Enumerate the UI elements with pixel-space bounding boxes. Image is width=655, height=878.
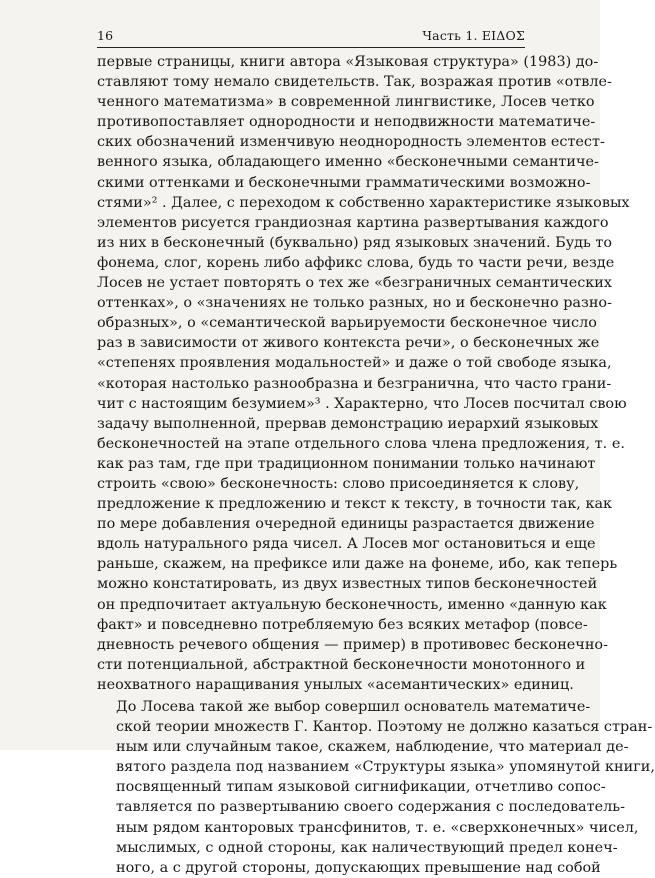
- text-line: строить «свою» бесконечность: слово присоединяется к слову,: [97, 475, 580, 492]
- header-rule: [97, 47, 525, 48]
- text-line: ным рядом канторовых трансфинитов, т. е. «сверхконечных» чисел,: [116, 819, 639, 836]
- text-line: бесконечностей на этапе отдельного слова члена предложения, т. е.: [97, 435, 625, 452]
- text-line: «степенях проявления модальностей» и даже о той свободе языка,: [97, 355, 612, 372]
- text-line: сти потенциальной, абстрактной бесконечности монотонного и: [97, 656, 586, 673]
- text-line: он предпочитает актуальную бесконечность, именно «данную как: [97, 596, 607, 613]
- text-line: раз в зависимости от живого контекста речи», о бесконечных же: [97, 335, 600, 352]
- paragraph-1: [97, 52, 630, 695]
- text-line: оттенках», о «значениях не только разных, но и бесконечно разно-: [97, 295, 612, 312]
- text-line: вятого раздела под названием «Структуры языка» упомянутой книги,: [116, 759, 655, 776]
- text-line: До Лосева такой же выбор совершил основатель математиче-: [116, 699, 591, 715]
- text-line: как раз там, где при традиционном понимании только начинают: [97, 455, 596, 472]
- text-line: первые страницы, книги автора «Языковая структура» (1983) до-: [97, 54, 599, 70]
- text-line: тавляется по развертыванию своего содержания с последователь-: [116, 799, 625, 816]
- text-line: раньше, скажем, на префиксе или даже на фонеме, ибо, как теперь: [97, 556, 618, 573]
- text-line: посвященный типам языковой сигнификации, отчетливо сопос-: [116, 779, 606, 796]
- text-line: ного, а с другой стороны, допускающих превышение над собой: [116, 859, 601, 876]
- text-line: ченного математизма» в современной лингвистике, Лосев четко: [97, 94, 595, 111]
- text-line: ских обозначений изменчивую неоднородность элементов естест-: [97, 134, 605, 151]
- text-line: Лосев не устает повторять о тех же «безграничных семантических: [97, 275, 612, 292]
- text-line: предложение к предложению и текст к тексту, в точности так, как: [97, 496, 613, 513]
- text-line: из них в бесконечный (буквально) ряд языковых значений. Будь то: [97, 234, 613, 251]
- text-line: дневность речевого общения — пример) в противовес бесконечно-: [97, 636, 608, 653]
- text-line: фонема, слог, корень либо аффикс слова, будь то части речи, везде: [97, 254, 615, 271]
- text-line: ской теории множеств Г. Кантор. Поэтому не должно казаться стран-: [116, 719, 653, 736]
- page-number: 16: [97, 28, 114, 43]
- text-line: факт» и повседневно потребляемую без всяких метафор (повсе-: [97, 616, 588, 633]
- text-line: неохватного наращивания унылых «асемантических» единиц.: [97, 676, 574, 693]
- text-line: можно констатировать, из двух известных типов бесконечностей: [97, 576, 598, 593]
- text-line: ставляют тому немало свидетельств. Так, возражая против «отвле-: [97, 74, 612, 91]
- text-line: стями»² . Далее, с переходом к собственно характеристике языковых: [97, 194, 630, 211]
- text-line: по мере добавления очередной единицы разрастается движение: [97, 516, 595, 533]
- text-line: чит с настоящим безумием»³ . Характерно, что Лосев посчитал свою: [97, 395, 627, 412]
- text-line: элементов рисуется грандиозная картина развертывания каждого: [97, 214, 609, 231]
- text-line: образных», о «семантической варьируемости бесконечное число: [97, 315, 597, 332]
- text-line: «которая настолько разнообразна и безгранична, что часто грани-: [97, 375, 612, 392]
- running-title: Часть 1. ΕΙΔΟΣ: [422, 28, 525, 43]
- running-header: [97, 26, 525, 48]
- text-line: скими оттенками и бесконечными грамматическими возможно-: [97, 174, 591, 191]
- text-line: задачу выполненной, прервав демонстрацию иерархий языковых: [97, 415, 599, 432]
- text-line: ным или случайным такое, скажем, наблюдение, что материал де-: [116, 739, 629, 756]
- text-line: противопоставляет однородности и неподвижности математиче-: [97, 114, 596, 131]
- text-line: венного языка, обладающего именно «бесконечными семантиче-: [97, 154, 599, 171]
- body-text: [97, 52, 655, 878]
- paragraph-2: [97, 697, 655, 878]
- text-line: вдоль натурального ряда чисел. А Лосев мог остановиться и еще: [97, 536, 596, 553]
- text-line: мыслимых, с одной стороны, как наличествующий предел конеч-: [116, 839, 618, 856]
